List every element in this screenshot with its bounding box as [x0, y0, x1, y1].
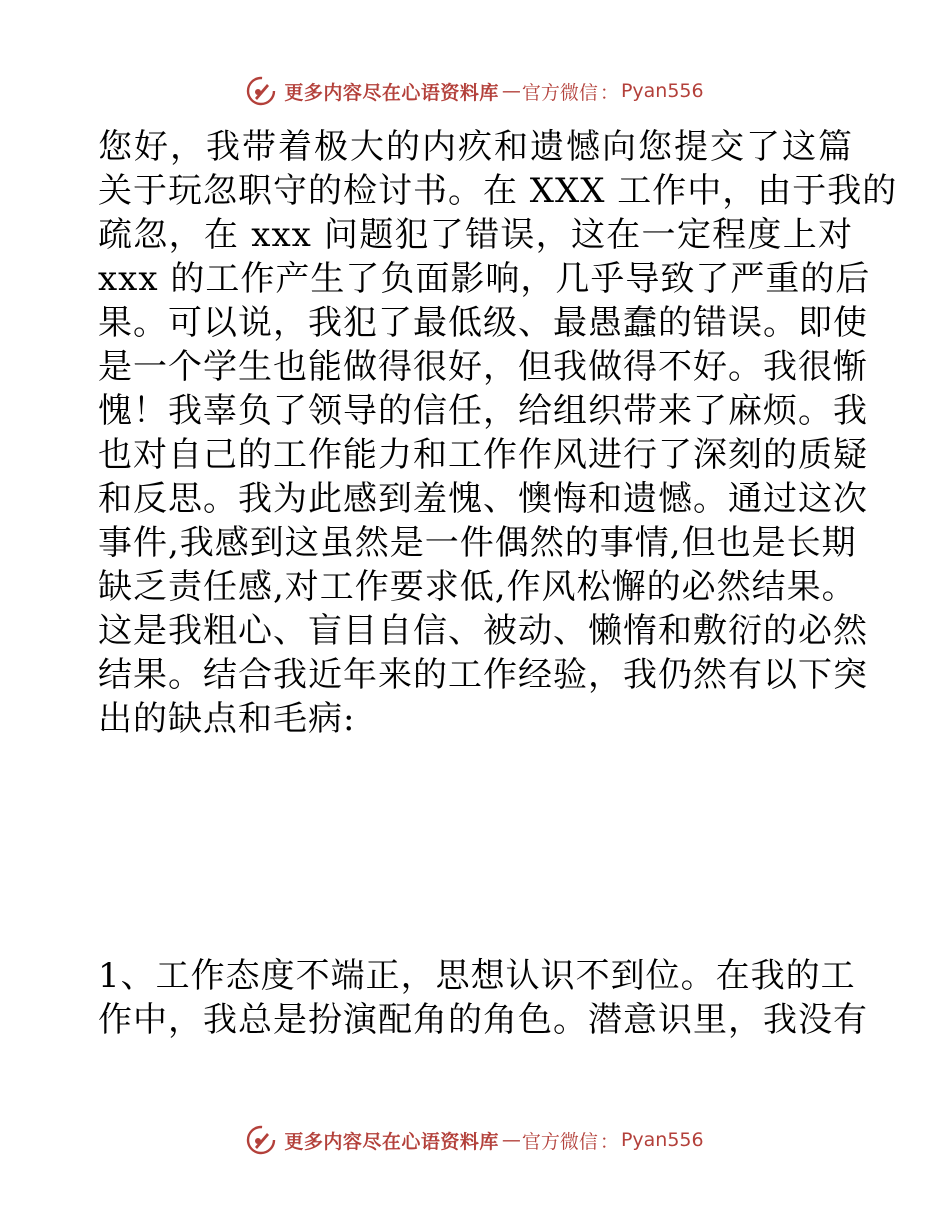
text-line: 和反思。我为此感到羞愧、懊悔和遗憾。通过这次	[98, 479, 868, 519]
footer-label: 官方微信	[521, 1130, 598, 1153]
footer-dash: —	[501, 1129, 519, 1151]
text-line: 愧！我辜负了领导的信任，给组织带来了麻烦。我	[98, 391, 868, 431]
text-line: 您好，我带着极大的内疚和遗憾向您提交了这篇	[98, 127, 853, 167]
body-paragraph-1	[98, 125, 898, 741]
footer-text: 更多内容尽在心语资料库	[284, 1130, 499, 1153]
header-wechat-id: Pyan556	[620, 80, 704, 102]
footer-wechat-id: Pyan556	[620, 1129, 704, 1151]
footer-banner	[0, 1120, 950, 1160]
body-paragraph-2	[98, 954, 868, 1042]
text-line: xxx 的工作产生了负面影响，几乎导致了严重的后	[98, 259, 871, 299]
text-line: 疏忽，在 xxx 问题犯了错误，这在一定程度上对	[98, 215, 853, 255]
text-line: 结果。结合我近年来的工作经验，我仍然有以下突	[98, 655, 868, 695]
header-separator: ：	[599, 81, 619, 104]
quill-pen-logo-icon	[246, 1125, 276, 1155]
header-banner	[0, 71, 950, 111]
text-line: 1、工作态度不端正，思想认识不到位。在我的工	[98, 956, 856, 996]
header-label: 官方微信	[521, 81, 598, 104]
text-line: 也对自己的工作能力和工作作风进行了深刻的质疑	[98, 435, 868, 475]
header-dash: —	[501, 80, 519, 102]
text-line: 果。可以说，我犯了最低级、最愚蠢的错误。即使	[98, 303, 868, 343]
text-line: 缺乏责任感,对工作要求低,作风松懈的必然结果。	[98, 567, 857, 607]
text-line: 这是我粗心、盲目自信、被动、懒惰和敷衍的必然	[98, 611, 868, 651]
text-line: 关于玩忽职守的检讨书。在 XXX 工作中，由于我的	[98, 171, 898, 211]
text-line: 作中，我总是扮演配角的角色。潜意识里，我没有	[98, 1000, 868, 1040]
header-text: 更多内容尽在心语资料库	[284, 81, 499, 104]
text-line: 事件,我感到这虽然是一件偶然的事情,但也是长期	[98, 523, 857, 563]
footer-separator: ：	[599, 1130, 619, 1153]
quill-pen-logo-icon	[246, 76, 276, 106]
text-line: 是一个学生也能做得很好，但我做得不好。我很惭	[98, 347, 868, 387]
text-line: 出的缺点和毛病:	[98, 699, 356, 739]
